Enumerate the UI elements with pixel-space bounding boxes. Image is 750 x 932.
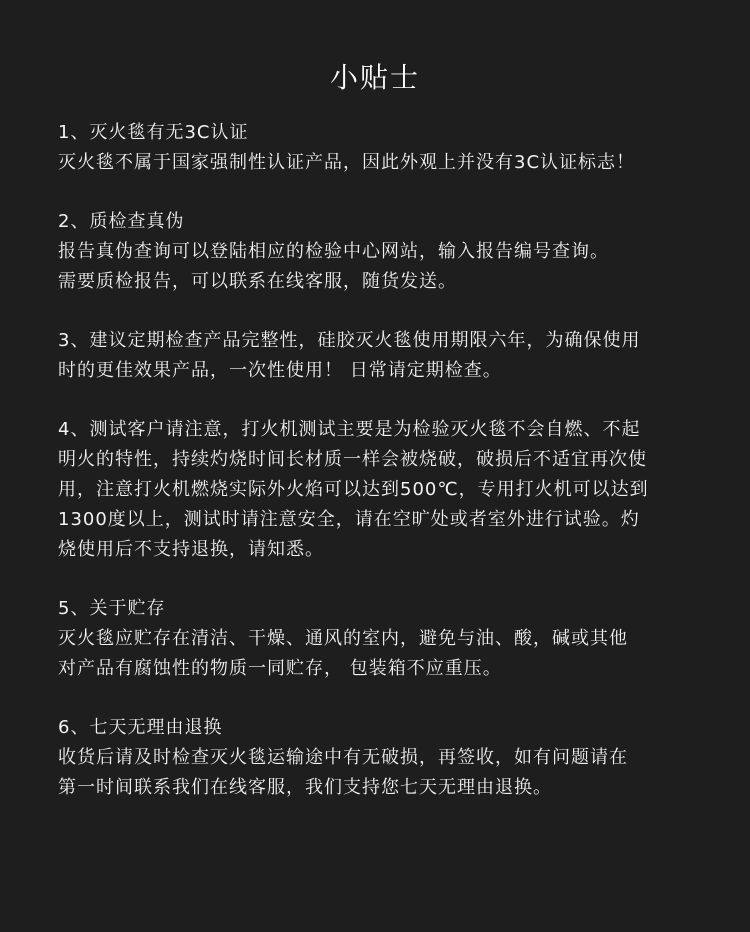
tip-section-6 [58, 713, 708, 803]
tip-text-line: 对产品有腐蚀性的物质一同贮存， 包装箱不应重压。 [58, 658, 502, 679]
tips-content [58, 118, 708, 832]
tip-text-line: 收货后请及时检查灭火毯运输途中有无破损，再签收，如有问题请在 [58, 747, 628, 768]
tip-text-line: 报告真伪查询可以登陆相应的检验中心网站，输入报告编号查询。 [58, 241, 609, 262]
tip-section-2 [58, 207, 708, 297]
tip-text-line: 第一时间联系我们在线客服，我们支持您七天无理由退换。 [58, 777, 552, 798]
tip-heading: 6、七天无理由退换 [58, 717, 223, 738]
tip-heading: 3、建议定期检查产品完整性，硅胶灭火毯使用期限六年，为确保使用 [58, 330, 641, 351]
page-title: 小贴士 [329, 61, 420, 94]
tip-heading: 2、质检查真伪 [58, 211, 185, 232]
tip-heading: 5、关于贮存 [58, 598, 166, 619]
tip-text-line: 1300度以上，测试时请注意安全，请在空旷处或者室外进行试验。灼 [58, 509, 640, 530]
tip-section-4 [58, 415, 708, 565]
tip-text-line: 用，注意打火机燃烧实际外火焰可以达到500℃，专用打火机可以达到 [58, 479, 649, 500]
tip-section-1 [58, 118, 708, 178]
tip-text-line: 时的更佳效果产品，一次性使用！ 日常请定期检查。 [58, 360, 502, 381]
tip-heading: 1、灭火毯有无3C认证 [58, 122, 249, 143]
tip-text-line: 明火的特性，持续灼烧时间长材质一样会被烧破，破损后不适宜再次使 [58, 449, 647, 470]
tip-section-5 [58, 594, 708, 684]
tip-text-line: 灭火毯应贮存在清洁、干燥、通风的室内，避免与油、酸，碱或其他 [58, 628, 628, 649]
tip-text-line: 需要质检报告，可以联系在线客服，随货发送。 [58, 271, 457, 292]
tip-heading: 4、测试客户请注意，打火机测试主要是为检验灭火毯不会自燃、不起 [58, 419, 641, 440]
tip-section-3 [58, 326, 708, 386]
tip-text-line: 烧使用后不支持退换，请知悉。 [58, 539, 324, 560]
tip-text-line: 灭火毯不属于国家强制性认证产品，因此外观上并没有3C认证标志！ [58, 152, 636, 173]
